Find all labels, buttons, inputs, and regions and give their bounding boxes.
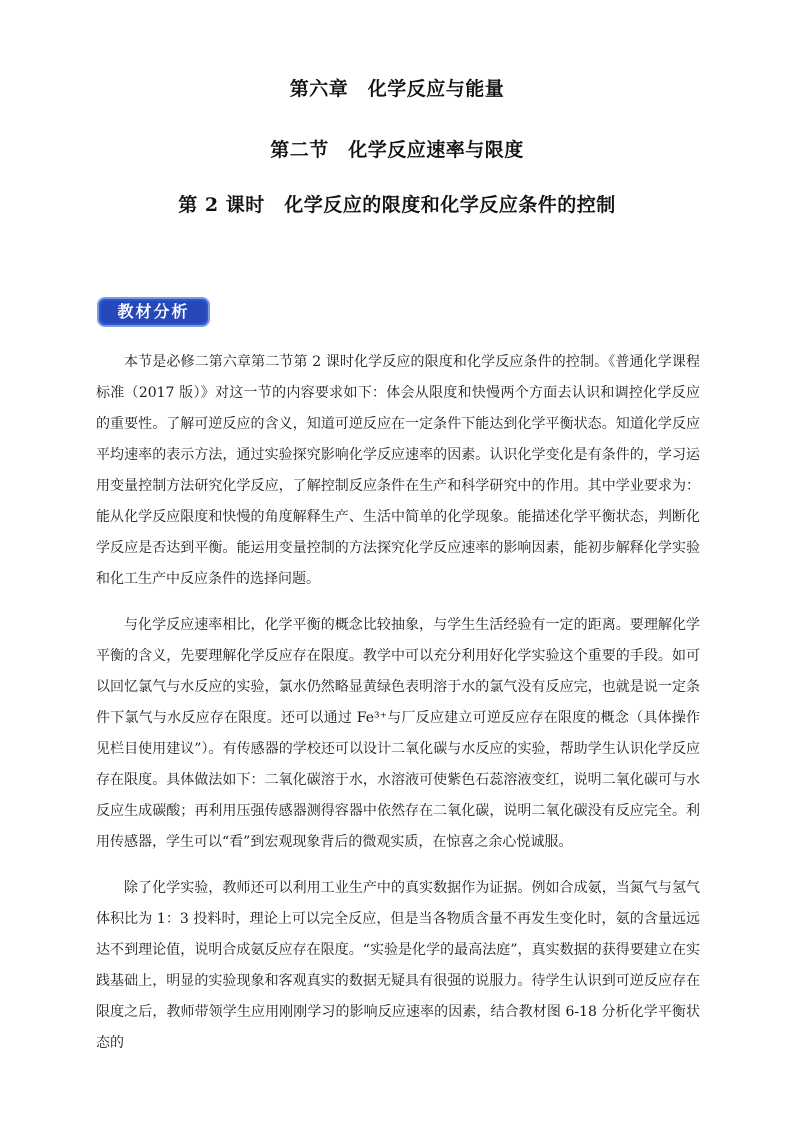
section-title: 第二节 化学反应速率与限度 <box>270 139 524 161</box>
lesson-title: 第 2 课时 化学反应的限度和化学反应条件的控制 <box>178 194 616 216</box>
paragraph-3: 除了化学实验，教师还可以利用工业生产中的真实数据作为证据。例如合成氨，当氮气与氢气体积比为 1：3 投料时，理论上可以完全反应，但是当各物质含量不再发生变化时，氨的含量远远达不到理论值，说明合成氨反应存在限度。“实验是化学的最高法庭”，真实数据的获得要建立在实践基础上，明显的实验现象和客观真实的数据无疑具有很强的说服力。待学生认识到可逆反应存在限度之后，教师带领学生应用刚刚学习的影响反应速率的因素，结合教材图 6-18 分析化学平衡状态的 <box>96 880 700 1051</box>
section-badge-label: 教材分析 <box>101 301 206 323</box>
paragraph-1: 本节是必修二第六章第二节第 2 课时化学反应的限度和化学反应条件的控制。《普通化学课程标准（2017 版）》对这一节的内容要求如下：体会从限度和快慢两个方面去认识和调控化学反应的重要性。了解可逆反应的含义，知道可逆反应在一定条件下能达到化学平衡状态。知道化学反应平均速率的表示方法，通过实验探究影响化学反应速率的因素。认识化学变化是有条件的，学习运用变量控制方法研究化学反应，了解控制反应条件在生产和科学研究中的作用。其中学业要求为：能从化学反应限度和快慢的角度解释生产、生活中简单的化学现象。能描述化学平衡状态，判断化学反应是否达到平衡。能运用变量控制的方法探究化学反应速率的影响因素，能初步解释化学实验和化工生产中反应条件的选择问题。 <box>96 354 700 587</box>
section-badge <box>97 297 210 327</box>
paragraph-2: 与化学反应速率相比，化学平衡的概念比较抽象，与学生生活经验有一定的距离。要理解化学平衡的含义，先要理解化学反应存在限度。教学中可以充分利用好化学实验这个重要的手段。如可以回忆氯气与水反应的实验，氯水仍然略显黄绿色表明溶于水的氯气没有反应完，也就是说一定条件下氯气与水反应存在限度。还可以通过 Fe³⁺与厂反应建立可逆反应存在限度的概念（具体操作见栏目使用建议”）。有传感器的学校还可以设计二氧化碳与水反应的实验，帮助学生认识化学反应存在限度。具体做法如下：二氧化碳溶于水，水溶液可使紫色石蕊溶液变红，说明二氧化碳可与水反应生成碳酸；再利用压强传感器测得容器中依然存在二氧化碳，说明二氧化碳没有反应完全。利用传感器，学生可以“看”到宏观现象背后的微观实质，在惊喜之余心悦诚服。 <box>96 617 700 850</box>
chapter-title: 第六章 化学反应与能量 <box>289 78 505 100</box>
